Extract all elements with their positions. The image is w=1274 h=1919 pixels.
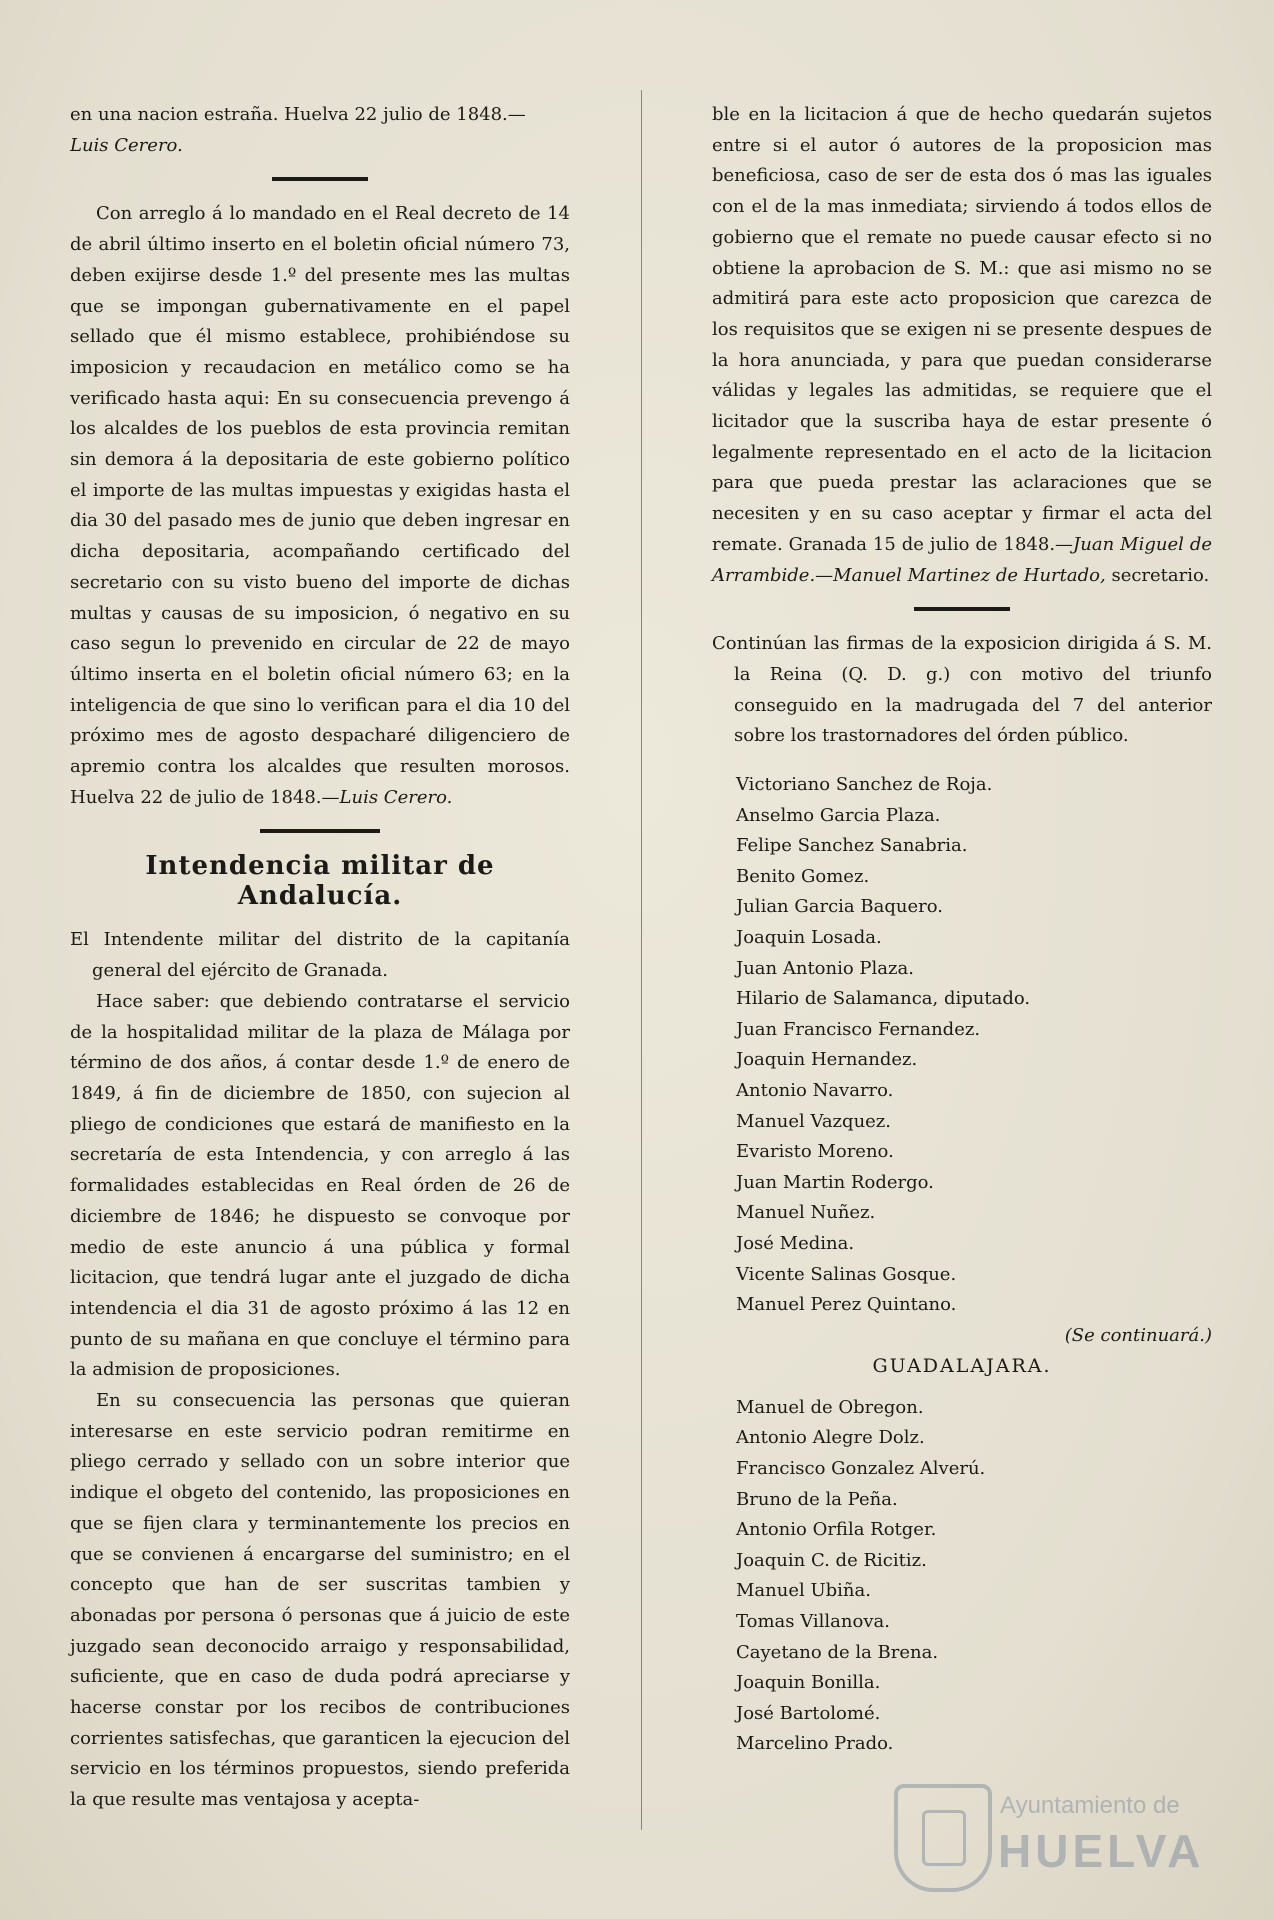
signatory-name: Joaquin Bonilla. bbox=[736, 1672, 881, 1694]
section-rule bbox=[914, 607, 1010, 611]
licitacion-continuation bbox=[712, 100, 1212, 591]
section-heading: Intendencia militar de Andalucía. bbox=[145, 851, 495, 912]
signatory-name: Juan Antonio Plaza. bbox=[736, 957, 914, 979]
signatory-name: Hilario de Salamanca, diputado. bbox=[736, 988, 1031, 1010]
licitacion-signature-tail: secretario. bbox=[1111, 564, 1210, 586]
signatory-name: Manuel Vazquez. bbox=[736, 1110, 892, 1132]
signatory-name: Bruno de la Peña. bbox=[736, 1488, 898, 1510]
watermark-line-1: Ayuntamiento de bbox=[1000, 1792, 1180, 1819]
signatory-name: Anselmo Garcia Plaza. bbox=[736, 804, 941, 826]
signatory-name: Manuel de Obregon. bbox=[736, 1396, 924, 1418]
signatory-name: Manuel Perez Quintano. bbox=[736, 1294, 957, 1316]
licitacion-paragraph-2: En su consecuencia las personas que quieran interesarse en este servicio podran remitirme en pliego cerrado y sellado con un sobre interior que indique el obgeto del contenido, las proposiciones en que se fijen clara y terminantemente los precios en que se convienen á encargarse del suministro; en el concepto que han de ser suscritas tambien y abonadas por persona ó personas que á juicio de este juzgado sean deconocido arraigo y responsabilidad, suficiente, que en caso de duda podrá apreciarse y hacerse constar por los recibos de contribuciones corrientes satisfechas, que garanticen la ejecucion del servicio en los términos propuestos, siendo preferida la que resulte mas ventajosa y acepta- bbox=[70, 1390, 570, 1811]
signatory-name: Antonio Orfila Rotger. bbox=[736, 1519, 937, 1541]
multas-notice bbox=[70, 199, 570, 813]
signatory-name: Manuel Ubiña. bbox=[736, 1580, 871, 1602]
licitacion-signatures: Juan Miguel de Arrambide.—Manuel Martinez de Hurtado, bbox=[712, 533, 1212, 586]
guadalajara-heading: GUADALAJARA. bbox=[872, 1354, 1052, 1377]
signatory-name: Tomas Villanova. bbox=[736, 1610, 890, 1632]
continuation-signature: Luis Cerero. bbox=[70, 134, 183, 156]
signatory-name: José Medina. bbox=[736, 1232, 855, 1254]
section-rule bbox=[272, 177, 368, 181]
signatory-name: Juan Francisco Fernandez. bbox=[736, 1018, 981, 1040]
signatory-name: Joaquin Losada. bbox=[736, 927, 882, 949]
signatory-name: José Bartolomé. bbox=[736, 1702, 881, 1724]
watermark-line-2: HUELVA bbox=[998, 1825, 1205, 1877]
licitacion-paragraph-1: Hace saber: que debiendo contratarse el servicio de la hospitalidad militar de la plaza de Málaga por término de dos años, á contar desde 1.º de enero de 1849, á fin de diciembre de 1850, con sujecion al pliego de condiciones que estará de manifiesto en la secretaría de esta Intendencia, y con arreglo á las formalidades establecidas en Real órden de 26 de diciembre de 1846; he dispuesto se convoque por medio de este anuncio á una pública y formal licitacion, que tendrá lugar ante el juzgado de dicha intendencia el dia 31 de agosto próximo á las 12 en punto de su mañana en que concluye el término para la admision de proposiciones. bbox=[70, 990, 570, 1381]
signatory-name: Antonio Navarro. bbox=[736, 1080, 894, 1101]
right-column bbox=[712, 100, 1212, 1760]
section-rule bbox=[260, 829, 380, 833]
continuara-note: (Se continuará.) bbox=[1064, 1324, 1212, 1346]
signatory-name: Julian Garcia Baquero. bbox=[736, 896, 943, 918]
signatory-name: Benito Gomez. bbox=[736, 865, 870, 887]
licitacion-continuation-text: ble en la licitacion á que de hecho quedarán sujetos entre si el autor ó autores de la proposicion mas beneficiosa, caso de ser de esta dos ó mas las iguales con el de la mas inmediata; sirviendo á todos ellos de gobierno que el remate no puede causar efecto si no obtiene la aprobacion de S. M.: que asi mismo no se admitirá para este acto proposicion que carezca de los requisitos que se exigen ni se presente despues de la hora anunciada, y para que puedan considerarse válidas y legales las admitidas, se requiere que el licitador que la suscriba haya de estar presente ó legalmente representado en el acto de la licitacion para que pueda prestar las aclaraciones que se necesiten y en su caso aceptar y firmar el acta del remate. Granada 15 de julio de 1848.— bbox=[712, 104, 1212, 555]
signatory-name: Felipe Sanchez Sanabria. bbox=[736, 835, 968, 857]
signatory-name: Evaristo Moreno. bbox=[736, 1141, 894, 1163]
multas-notice-text: Con arreglo á lo mandado en el Real decreto de 14 de abril último inserto en el boletin oficial número 73, deben exijirse desde 1.º del presente mes las multas que se impongan gubernativamente en el papel sellado que él mismo establece, prohibiéndose su imposicion y recaudacion en metálico como se ha verificado hasta aqui: En su consecuencia prevengo á los alcaldes de los pueblos de esta provincia remitan sin demora á la depositaria de este gobierno político el importe de las multas impuestas y exigidas hasta el dia 30 del pasado mes de junio que deben ingresar en dicha depositaria, acompañando certificado del secretario con su visto bueno del importe de dichas multas y causas de su imposicion, ó negativo en su caso segun lo prevenido en circular de 22 de mayo último inserta en el boletin oficial número 63; en la inteligencia de que sino lo verifican para el dia 10 del próximo mes de agosto despacharé diligenciero de apremio contra los alcaldes que resulten morosos. Huelva 22 de julio de 1848.— bbox=[70, 203, 570, 808]
signatory-name: Antonio Alegre Dolz. bbox=[736, 1427, 925, 1449]
signatures-list-2 bbox=[736, 1393, 1212, 1760]
continuation-paragraph bbox=[70, 100, 570, 161]
signatory-name: Cayetano de la Brena. bbox=[736, 1641, 939, 1663]
firmas-intro: Continúan las firmas de la exposicion dirigida á S. M. la Reina (Q. D. g.) con motivo del triunfo conseguido en la madrugada del 7 del anterior sobre los trastornadores del órden público. bbox=[712, 633, 1212, 747]
column-divider bbox=[641, 90, 642, 1830]
intendente-intro: El Intendente militar del distrito de la capitanía general del ejército de Granada. bbox=[70, 929, 570, 982]
signatory-name: Vicente Salinas Gosque. bbox=[736, 1263, 957, 1285]
signatory-name: Juan Martin Rodergo. bbox=[736, 1171, 934, 1193]
continuation-text: en una nacion estraña. Huelva 22 julio de 1848.— bbox=[70, 104, 526, 125]
signatures-list-1 bbox=[736, 770, 1212, 1321]
city-seal-icon bbox=[894, 1784, 992, 1892]
left-column bbox=[70, 100, 570, 1816]
signatory-name: Francisco Gonzalez Alverú. bbox=[736, 1457, 986, 1479]
signatory-name: Marcelino Prado. bbox=[736, 1733, 894, 1755]
multas-notice-signature: Luis Cerero. bbox=[339, 786, 453, 808]
archive-watermark bbox=[880, 1780, 1210, 1890]
signatory-name: Joaquin C. de Ricitiz. bbox=[736, 1549, 927, 1571]
signatory-name: Joaquin Hernandez. bbox=[736, 1049, 918, 1071]
signatory-name: Manuel Nuñez. bbox=[736, 1202, 876, 1224]
signatory-name: Victoriano Sanchez de Roja. bbox=[736, 774, 993, 796]
